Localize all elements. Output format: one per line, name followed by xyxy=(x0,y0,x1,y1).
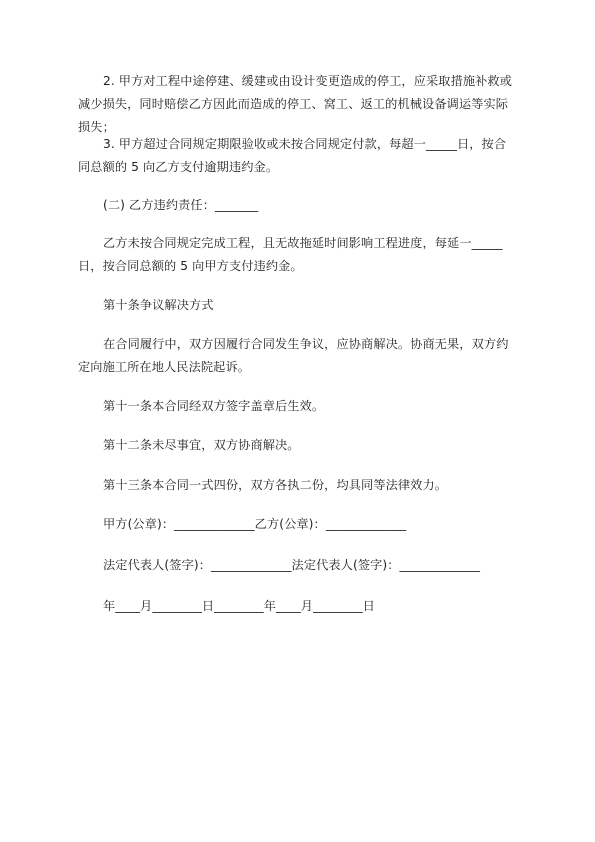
article-12: 第十二条未尽事宜，双方协商解决。 xyxy=(103,438,300,452)
section-b-contractor-liability: (二) 乙方违约责任：_______ xyxy=(103,198,259,212)
date-line: 年____月________日________年____月________日 xyxy=(103,599,375,613)
legal-representative-signature-line: 法定代表人(签字)：_____________法定代表人(签字)：_____________ xyxy=(103,558,481,572)
dispute-resolution-paragraph: 在合同履行中，双方因履行合同发生争议，应协商解决。协商无果，双方约定向施工所在地人民法院起诉。 xyxy=(78,337,509,374)
article-13: 第十三条本合同一式四份，双方各执二份，均具同等法律效力。 xyxy=(103,478,448,492)
clause-paragraph-3: 3. 甲方超过合同规定期限验收或未按合同规定付款，每超一_____日，按合同总额的 5 向乙方支付逾期违约金。 xyxy=(78,137,507,174)
contractor-liability-paragraph: 乙方未按合同规定完成工程，且无故拖延时间影响工程进度，每延一_____日，按合同总额的 5 向甲方支付违约金。 xyxy=(78,236,503,273)
party-seal-line: 甲方(公章)：_____________乙方(公章)：_____________ xyxy=(103,517,407,531)
article-10-heading: 第十条争议解决方式 xyxy=(103,298,214,312)
clause-paragraph-2: 2. 甲方对工程中途停建、缓建或由设计变更造成的停工，应采取措施补救或减少损失，同时赔偿乙方因此而造成的停工、窝工、返工的机械设备调运等实际损失； xyxy=(78,74,513,134)
article-11: 第十一条本合同经双方签字盖章后生效。 xyxy=(103,399,325,413)
